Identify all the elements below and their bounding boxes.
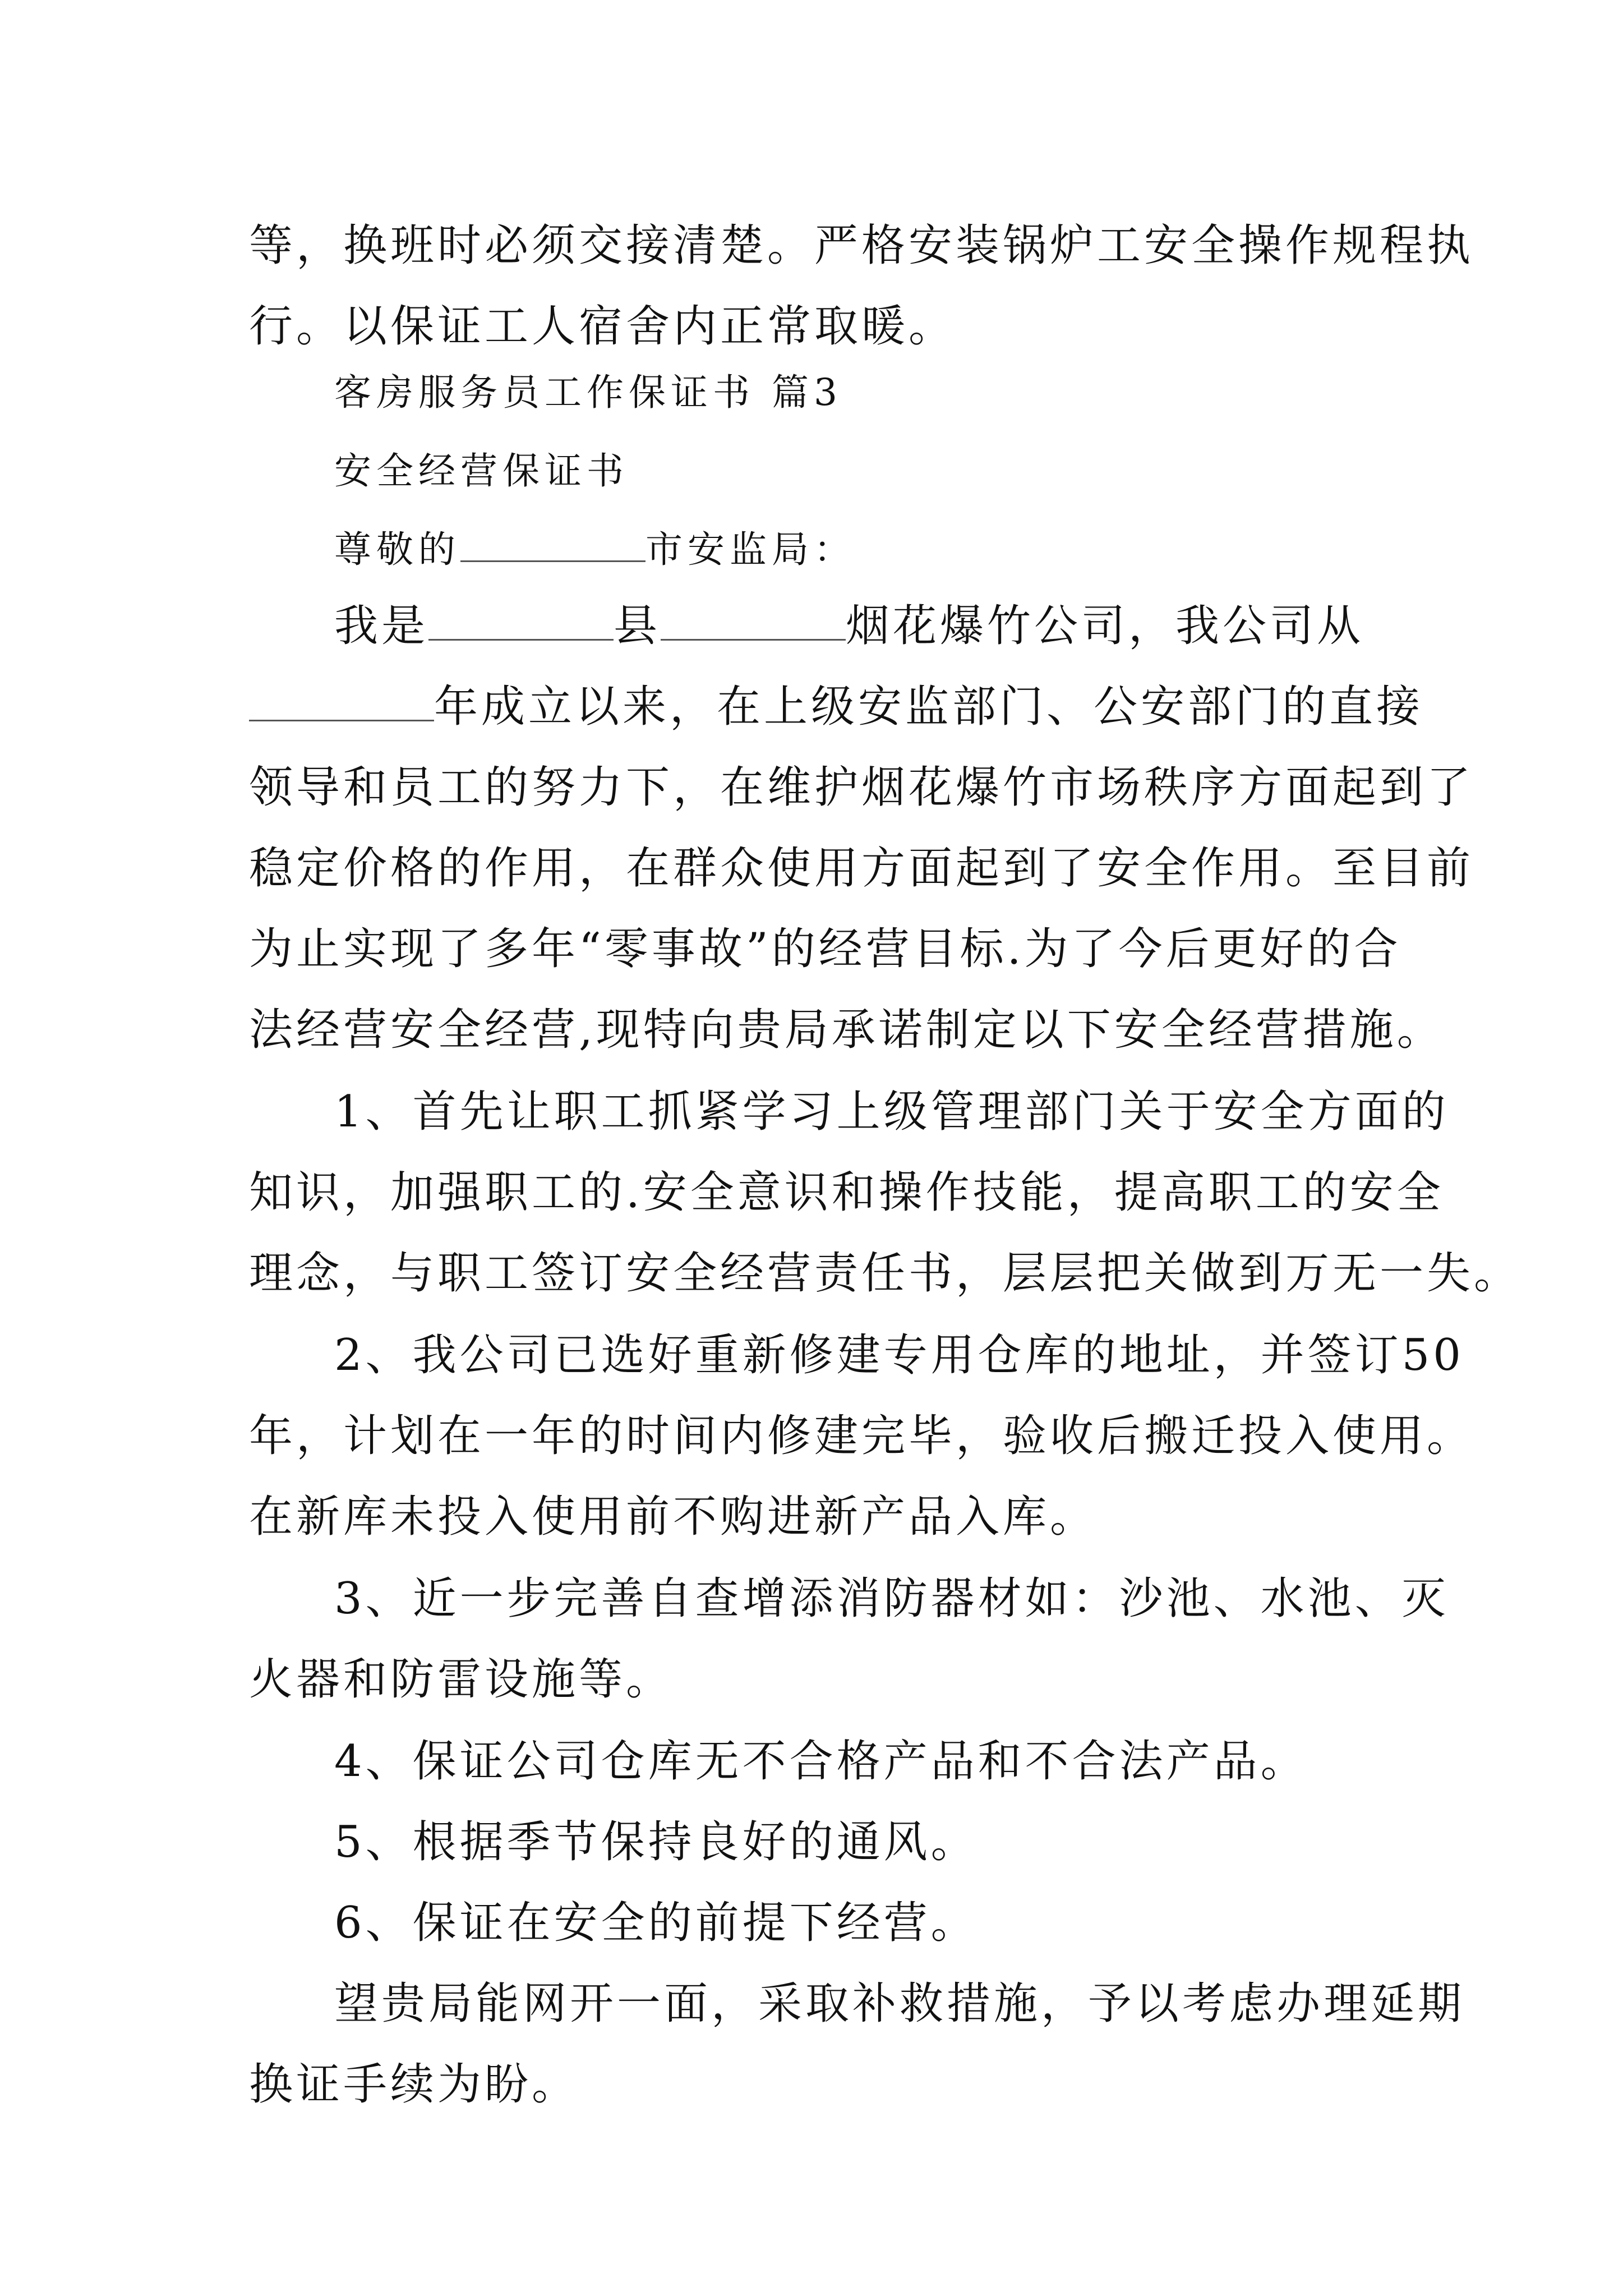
blank-field-year [249, 684, 434, 721]
text-line: 等，换班时必须交接清楚。严格安装锅炉工安全操作规程执 [249, 220, 1474, 271]
list-item-2: 2、我公司已选好重新修建专用仓库的地址，并签订50 [334, 1330, 1464, 1381]
paragraph-line [249, 679, 1423, 735]
blank-field-company [661, 603, 846, 641]
list-item-5: 5、根据季节保持良好的通风。 [334, 1817, 978, 1867]
salutation-prefix: 尊敬的 [334, 528, 460, 571]
blank-field-county [428, 603, 614, 641]
blank-field-city [460, 524, 645, 562]
document-title: 安全经营保证书 [334, 449, 629, 493]
para1-line2: 年成立以来，在上级安监部门、公安部门的直接 [434, 682, 1424, 732]
para1-middle: 县 [614, 601, 661, 651]
paragraph-line [334, 598, 1364, 654]
list-item-6: 6、保证在安全的前提下经营。 [334, 1898, 978, 1948]
para1-suffix: 烟花爆竹公司，我公司从 [846, 601, 1364, 651]
paragraph-line: 稳定价格的作用，在群众使用方面起到了安全作用。至目前 [249, 843, 1474, 894]
list-item-1-cont: 理念，与职工签订安全经营责任书，层层把关做到万无一失。 [249, 1248, 1521, 1299]
list-item-2-cont: 在新库未投入使用前不购进新产品入库。 [249, 1492, 1098, 1542]
list-item-2-cont: 年，计划在一年的时间内修建完毕，验收后搬迁投入使用。 [249, 1411, 1474, 1461]
closing-line: 换证手续为盼。 [249, 2059, 579, 2110]
list-item-4: 4、保证公司仓库无不合格产品和不合法产品。 [334, 1736, 1308, 1787]
paragraph-line: 法经营安全经营,现特向贵局承诺制定以下安全经营措施。 [249, 1005, 1444, 1055]
list-item-1-cont: 知识，加强职工的.安全意识和操作技能，提高职工的安全 [249, 1167, 1444, 1218]
section-heading: 客房服务员工作保证书 篇3 [334, 371, 842, 414]
list-item-3: 3、近一步完善自查增添消防器材如：沙池、水池、灭 [334, 1573, 1449, 1624]
para1-prefix: 我是 [334, 601, 429, 651]
text-line: 行。以保证工人宿舍内正常取暖。 [249, 301, 956, 352]
list-item-1: 1、首先让职工抓紧学习上级管理部门关于安全方面的 [334, 1087, 1449, 1137]
salutation [334, 522, 856, 578]
paragraph-line: 为止实现了多年“零事故”的经营目标.为了今后更好的合 [249, 924, 1401, 974]
closing-line: 望贵局能网开一面，采取补救措施，予以考虑办理延期 [334, 1978, 1465, 2029]
list-item-3-cont: 火器和防雷设施等。 [249, 1654, 674, 1705]
paragraph-line: 领导和员工的努力下，在维护烟花爆竹市场秩序方面起到了 [249, 762, 1474, 813]
salutation-suffix: 市安监局： [645, 528, 856, 571]
